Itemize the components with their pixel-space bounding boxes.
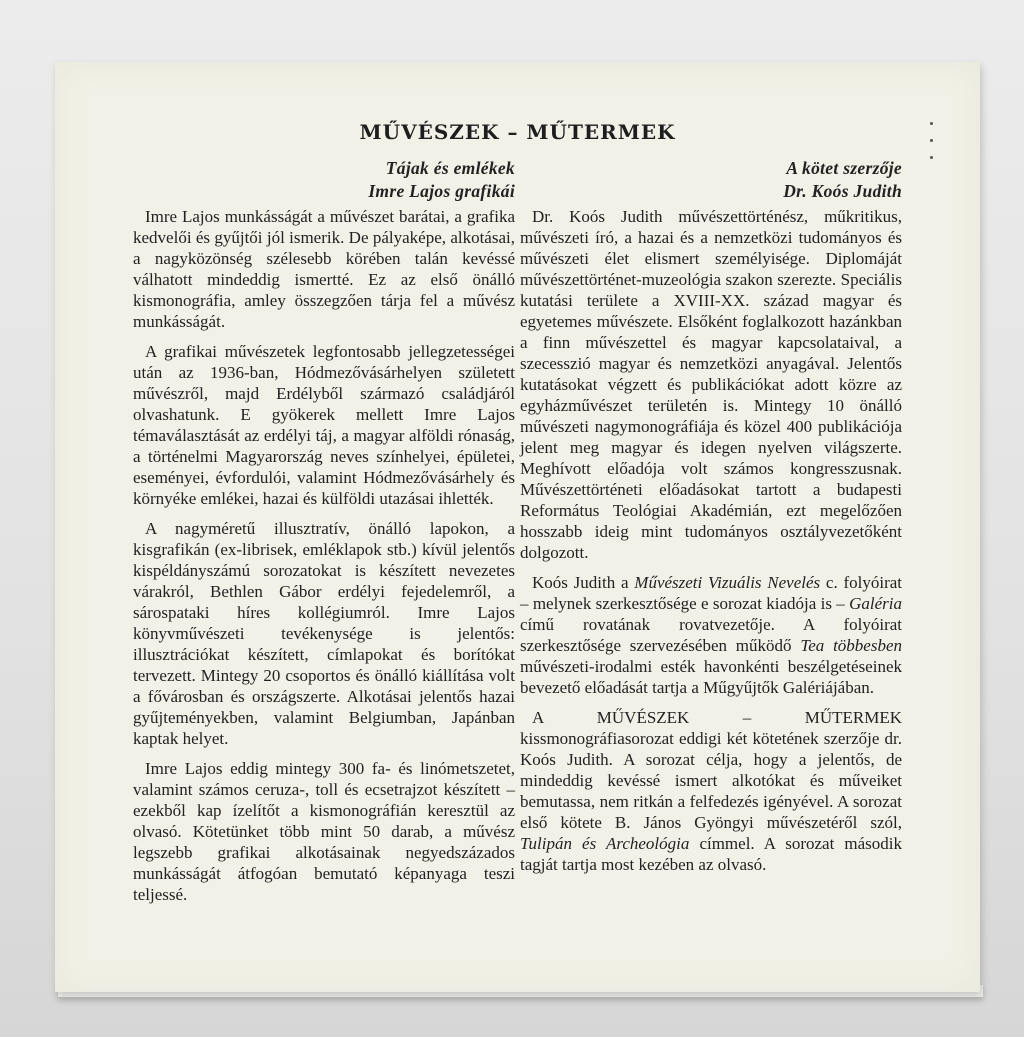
volume-title: Tulipán és Archeológia (520, 834, 690, 853)
text-run: c. folyóirat – melynek szerkesztősége e sorozat kiadója is – (520, 573, 903, 613)
left-paragraph: A grafikai művészetek legfontosabb jellegzetességei után az 1936-ban, Hódmezővásárhelyen született művészről, majd Erdélyből származó családjáról olvashatunk. E gyökerek mellett Imre Lajos témaválasztását az erdélyi táj, a magyar alföldi rónaság, a történelmi Magyarország neves színhelyei, épületei, eseményei, évfordulói, valamint Hódmezővásárhely és környéke emlékei, hazai és külföldi utazásai ihlették. (133, 342, 515, 508)
right-subtitle-line2: Dr. Koós Judith (783, 181, 902, 201)
left-paragraph: Imre Lajos eddig mintegy 300 fa- és linómetszetet, valamint számos ceruza-, toll és ecsetrajzot készített – ezekből kap ízelítőt a kismonográfián keresztül az olvasó. Kötetünket több mint 50 darab, a művész legszebb grafikai alkotásainak negyedszázados munkásságát átfogóan bemutató képanyaga teszi teljessé. (133, 759, 515, 904)
event-title: Tea többesben (800, 636, 902, 655)
text-run: A MŰVÉSZEK – MŰTERMEK kissmonográfiasorozat eddigi két kötetének szerzője dr. Koós Judith. A sorozat célja, hogy a jelentős, de mindeddig kevéssé ismert alkotókat és műveiket bemutassa, nem ritkán a felfedezés igényével. A sorozat első kötete B. János Gyöngyi művészetéről szól, (520, 708, 902, 832)
column-title: Galéria (849, 594, 902, 613)
text-run: című rovatának rovatvezetője. A folyóirat szerkesztősége szervezésében működő (520, 615, 902, 655)
right-column (520, 157, 902, 884)
left-paragraph: Imre Lajos munkásságát a művészet barátai, a grafika kedvelői és gyűjtői jól ismerik. De pályaképe, alkotásai, a nagyközönség szélesebb körében talán kevéssé válhatott mindeddig ismertté. Ez az első önálló kismonográfia, amley összegzően tárja fel a művész munkásságát. (133, 207, 515, 331)
right-subtitle-line1: A kötet szerzője (786, 158, 902, 178)
text-run: művészeti-irodalmi esték havonkénti beszélgetéseinek bevezető előadását tartja a Műgyűjtők Galériájában. (520, 657, 902, 697)
left-subtitle-line2: Imre Lajos grafikái (368, 181, 515, 201)
right-paragraph-series (520, 707, 902, 875)
left-column (133, 157, 515, 914)
series-heading: MŰVÉSZEK – MŰTERMEK (359, 120, 676, 144)
left-subtitle-line1: Tájak és emlékek (385, 158, 515, 178)
journal-title: Művészeti Vizuális Nevelés (634, 573, 821, 592)
book-page (55, 62, 980, 992)
text-run: Koós Judith a (532, 573, 635, 592)
right-paragraph-journal (520, 572, 902, 698)
right-subtitle (520, 157, 902, 203)
left-subtitle (133, 157, 515, 203)
text-run: címmel. A sorozat második tagját tartja most kezében az olvasó. (520, 834, 902, 874)
right-paragraph-bio: Dr. Koós Judith művészettörténész, műkritikus, művészeti író, a hazai és a nemzetközi tudományos és művészeti élet elismert személyisége. Diplomáját művészettörténet-muzeológia szakon szerezte. Speciális kutatási területe a XVIII-XX. század magyar és egyetemes művészete. Elsőként foglalkozott hazánkban a finn művészettel és magyar kapcsolataival, a szecesszió magyar és nemzetközi anyagával. Jelentős kutatásokat végzett és publikációkat adott közre az egyházművészet területén is. Mintegy 10 önálló művészeti nagymonográfiája és közel 400 publikációja jelent meg magyar és idegen nyelven világszerte. Meghívott előadója volt számos kongresszusnak. Művészettörténeti előadásokat tartott a budapesti Református Teológiai Akadémián, ezt megelőzően hosszabb ideig mint tudományos osztályvezetőként dolgozott. (520, 207, 902, 562)
left-paragraph: A nagyméretű illusztratív, önálló lapokon, a kisgrafikán (ex-librisek, emléklapok stb.) kívül jelentős kispéldányszámú sorozatokat is készített nevezetes várakról, Bethlen Gábor erdélyi fejedelemről, a sárospataki híres kollégiumról. Imre Lajos könyvművészeti tevékenysége is jelentős: illusztrációkat készített, címlapokat és borítókat tervezett. Mintegy 20 csoportos és önálló kiállítása volt a fővárosban és országszerte. Alkotásai jelentős hazai gyűjteményekben, valamint Belgiumban, Japánban kaptak helyet. (133, 519, 515, 748)
